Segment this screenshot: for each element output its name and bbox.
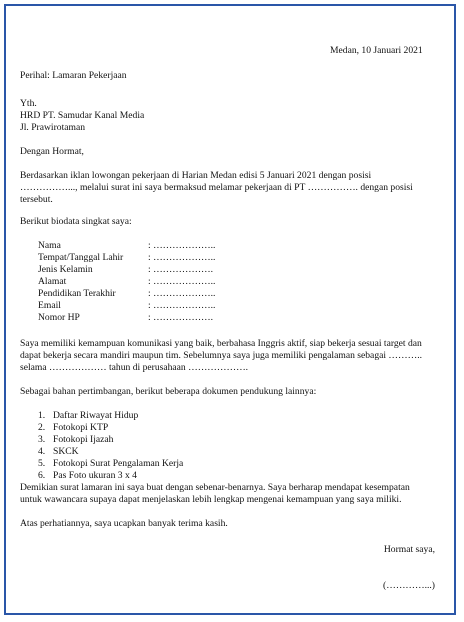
paragraph-line: untuk wawancara supaya dapat menjelaskan lebih lengkap mengenai kemampuan yang saya miliki. [20,494,402,505]
biodata-label: Pendidikan Terakhir [38,288,116,299]
list-number: 5. [38,458,46,469]
list-item: SKCK [53,446,79,457]
greeting: Dengan Hormat, [20,146,84,157]
list-number: 6. [38,470,46,481]
signature-placeholder: (…………...) [383,580,435,591]
biodata-label: Tempat/Tanggal Lahir [38,252,124,263]
list-number: 2. [38,422,46,433]
paragraph-line: Saya memiliki kemampuan komunikasi yang baik, berbahasa Inggris aktif, siap bekerja sesuai target dan [20,338,422,349]
recipient-line: HRD PT. Samudar Kanal Media [20,110,145,121]
biodata-intro: Berikut biodata singkat saya: [20,216,132,227]
biodata-label: Email [38,300,61,311]
biodata-value: : ………………. [148,312,214,323]
list-number: 3. [38,434,46,445]
list-item: Fotokopi Ijazah [53,434,114,445]
recipient-line: Jl. Prawirotaman [20,122,86,133]
letter-date: Medan, 10 Januari 2021 [330,45,423,56]
list-number: 4. [38,446,46,457]
list-item: Fotokopi KTP [53,422,109,433]
biodata-value: : ……………….. [148,288,216,299]
biodata-value: : ……………….. [148,276,216,287]
paragraph-line: tersebut. [20,194,53,205]
biodata-value: : ……………….. [148,252,216,263]
biodata-value: : ……………….. [148,300,216,311]
paragraph-line: selama ……………… tahun di perusahaan ………………. [20,362,249,373]
paragraph-line: Demikian surat lamaran ini saya buat dengan sebenar-benarnya. Saya berharap mendapat kesempatan [20,482,410,493]
biodata-value: : ………………. [148,264,214,275]
biodata-label: Nomor HP [38,312,80,323]
biodata-value: : ……………….. [148,240,216,251]
recipient-line: Yth. [20,98,37,109]
documents-intro: Sebagai bahan pertimbangan, berikut beberapa dokumen pendukung lainnya: [20,386,317,397]
biodata-label: Alamat [38,276,67,287]
list-item: Fotokopi Surat Pengalaman Kerja [53,458,184,469]
list-item: Pas Foto ukuran 3 x 4 [53,470,137,481]
letter-subject: Perihal: Lamaran Pekerjaan [20,70,127,81]
sign-off: Hormat saya, [383,544,435,555]
paragraph-line: dapat bekerja secara mandiri maupun tim. Sebelumnya saya juga memiliki pengalaman sebagai ……….. [20,350,423,361]
biodata-label: Nama [38,240,61,251]
list-number: 1. [38,410,46,421]
paragraph-line: Berdasarkan iklan lowongan pekerjaan di Harian Medan edisi 5 Januari 2021 dengan posisi [20,170,372,181]
thanks-line: Atas perhatiannya, saya ucapkan banyak terima kasih. [20,518,228,529]
paragraph-line: ……………..., melalui surat ini saya bermaksud melamar pekerjaan di PT ……………. dengan posisi [20,182,413,193]
biodata-label: Jenis Kelamin [38,264,93,275]
list-item: Daftar Riwayat Hidup [53,410,139,421]
